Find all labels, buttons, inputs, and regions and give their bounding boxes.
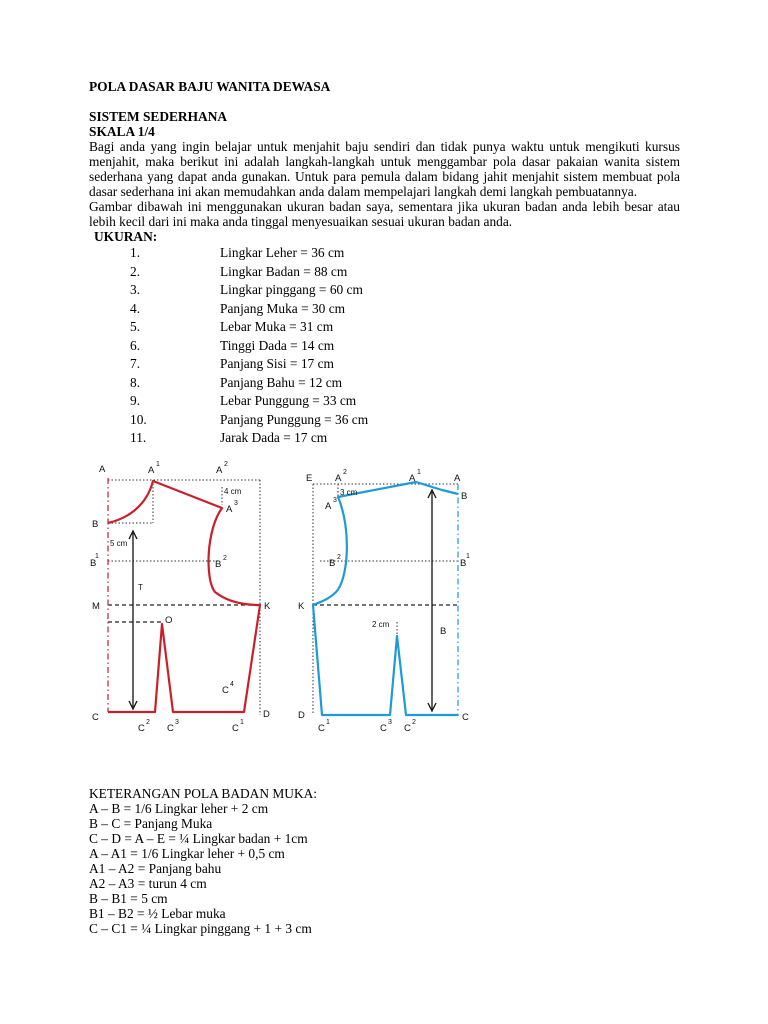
svg-text:5 cm: 5 cm bbox=[110, 539, 128, 548]
keterangan-line: B – B1 = 5 cm bbox=[89, 891, 168, 906]
svg-text:A: A bbox=[99, 464, 106, 475]
keterangan-line: C – C1 = ¼ Lingkar pinggang + 1 + 3 cm bbox=[89, 921, 312, 936]
svg-text:2: 2 bbox=[343, 469, 347, 476]
intro-paragraph: Bagi anda yang ingin belajar untuk menjahit baju sendiri dan tidak punya waktu untuk mengikuti kursus menjahit, maka berikut ini adalah langkah-langkah untuk menggambar pola dasar pakaian wanita sistem sederhana yang dapat anda gunakan. Untuk para pemula dalam bidang jahit menjahit sistem membuat pola dasar sederhana ini akan memudahkan anda dalam mempelajari langkah demi langkah pembuatannya. bbox=[89, 139, 680, 199]
ukuran-heading: UKURAN: bbox=[94, 229, 158, 244]
svg-text:C: C bbox=[318, 723, 325, 734]
svg-text:2: 2 bbox=[337, 554, 341, 561]
keterangan-line: C – D = A – E = ¼ Lingkar badan + 1cm bbox=[89, 831, 308, 846]
list-item: 5. Lebar Muka = 31 cm bbox=[130, 319, 334, 334]
svg-text:1: 1 bbox=[326, 719, 330, 726]
svg-text:3 cm: 3 cm bbox=[340, 488, 358, 497]
svg-text:A: A bbox=[216, 465, 223, 476]
svg-text:1: 1 bbox=[466, 553, 470, 560]
keterangan-line: A2 – A3 = turun 4 cm bbox=[89, 876, 207, 891]
front-labels bbox=[90, 461, 271, 734]
keterangan-line: A1 – A2 = Panjang bahu bbox=[89, 861, 222, 876]
svg-text:2: 2 bbox=[224, 461, 228, 468]
svg-text:C: C bbox=[138, 723, 145, 734]
pattern-diagrams bbox=[0, 458, 768, 738]
svg-text:A: A bbox=[454, 473, 461, 484]
svg-text:A: A bbox=[409, 473, 416, 484]
svg-text:M: M bbox=[92, 601, 100, 612]
list-item: 7. Panjang Sisi = 17 cm bbox=[130, 356, 334, 371]
svg-text:3: 3 bbox=[234, 500, 238, 507]
keterangan-heading: KETERANGAN POLA BADAN MUKA: bbox=[89, 786, 318, 801]
list-item: 10. Panjang Punggung = 36 cm bbox=[130, 411, 369, 427]
keterangan-line: A – B = 1/6 Lingkar leher + 2 cm bbox=[89, 801, 269, 816]
svg-text:T: T bbox=[138, 583, 143, 592]
svg-text:3: 3 bbox=[333, 497, 337, 504]
svg-text:2: 2 bbox=[223, 555, 227, 562]
svg-text:B: B bbox=[90, 558, 97, 569]
front-pattern bbox=[108, 478, 260, 715]
list-item: 8. Panjang Bahu = 12 cm bbox=[130, 374, 343, 390]
list-item: 3. Lingkar pinggang = 60 cm bbox=[130, 282, 363, 297]
keterangan-line: B1 – B2 = ½ Lebar muka bbox=[89, 906, 226, 921]
list-item: 9. Lebar Punggung = 33 cm bbox=[130, 393, 357, 408]
list-item: 4. Panjang Muka = 30 cm bbox=[130, 300, 346, 316]
svg-text:1: 1 bbox=[156, 461, 160, 468]
svg-text:A: A bbox=[335, 473, 342, 484]
svg-text:2: 2 bbox=[146, 719, 150, 726]
svg-text:C: C bbox=[222, 685, 229, 696]
document-subtitle: SISTEM SEDERHANA bbox=[89, 109, 228, 124]
svg-text:O: O bbox=[165, 615, 173, 626]
svg-text:C: C bbox=[92, 712, 99, 723]
svg-text:3: 3 bbox=[175, 719, 179, 726]
list-item: 1. Lingkar Leher = 36 cm bbox=[130, 245, 345, 260]
keterangan-line: B – C = Panjang Muka bbox=[89, 816, 213, 831]
svg-text:4 cm: 4 cm bbox=[224, 487, 242, 496]
svg-text:C: C bbox=[462, 712, 469, 723]
svg-text:A: A bbox=[148, 465, 155, 476]
document-scale: SKALA 1/4 bbox=[89, 124, 155, 139]
svg-text:1: 1 bbox=[240, 719, 244, 726]
svg-text:B: B bbox=[461, 491, 468, 502]
svg-text:1: 1 bbox=[95, 553, 99, 560]
measurement-list bbox=[89, 244, 680, 448]
svg-text:2: 2 bbox=[412, 719, 416, 726]
svg-text:A: A bbox=[325, 501, 332, 512]
svg-text:C: C bbox=[404, 723, 411, 734]
list-item: 6. Tinggi Dada = 14 cm bbox=[130, 337, 335, 353]
svg-text:B: B bbox=[329, 558, 336, 569]
svg-text:B: B bbox=[92, 519, 99, 530]
svg-text:4: 4 bbox=[230, 681, 234, 688]
svg-text:A: A bbox=[226, 504, 233, 515]
keterangan-line: A – A1 = 1/6 Lingkar leher + 0,5 cm bbox=[89, 846, 285, 861]
size-paragraph: Gambar dibawah ini menggunakan ukuran badan saya, sementara jika ukuran badan anda lebih besar atau lebih kecil dari ini maka anda tinggal menyesuaikan sesuai ukuran badan anda. bbox=[89, 199, 680, 229]
svg-text:C: C bbox=[232, 723, 239, 734]
svg-text:E: E bbox=[306, 473, 313, 484]
svg-text:1: 1 bbox=[417, 469, 421, 476]
svg-text:D: D bbox=[298, 710, 305, 721]
svg-text:K: K bbox=[264, 601, 271, 612]
svg-text:B: B bbox=[440, 626, 447, 637]
svg-text:B: B bbox=[460, 558, 467, 569]
svg-text:C: C bbox=[380, 723, 387, 734]
list-item: 11. Jarak Dada = 17 cm bbox=[130, 430, 328, 445]
keterangan-section bbox=[89, 786, 680, 936]
svg-text:3: 3 bbox=[388, 719, 392, 726]
document-title: POLA DASAR BAJU WANITA DEWASA bbox=[89, 79, 331, 94]
document-body bbox=[89, 79, 680, 448]
svg-text:2 cm: 2 cm bbox=[372, 620, 390, 629]
back-pattern bbox=[313, 482, 458, 716]
svg-text:K: K bbox=[298, 601, 305, 612]
svg-text:C: C bbox=[167, 723, 174, 734]
list-item: 2. Lingkar Badan = 88 cm bbox=[130, 263, 348, 279]
svg-text:B: B bbox=[215, 559, 222, 570]
svg-text:D: D bbox=[263, 709, 270, 720]
